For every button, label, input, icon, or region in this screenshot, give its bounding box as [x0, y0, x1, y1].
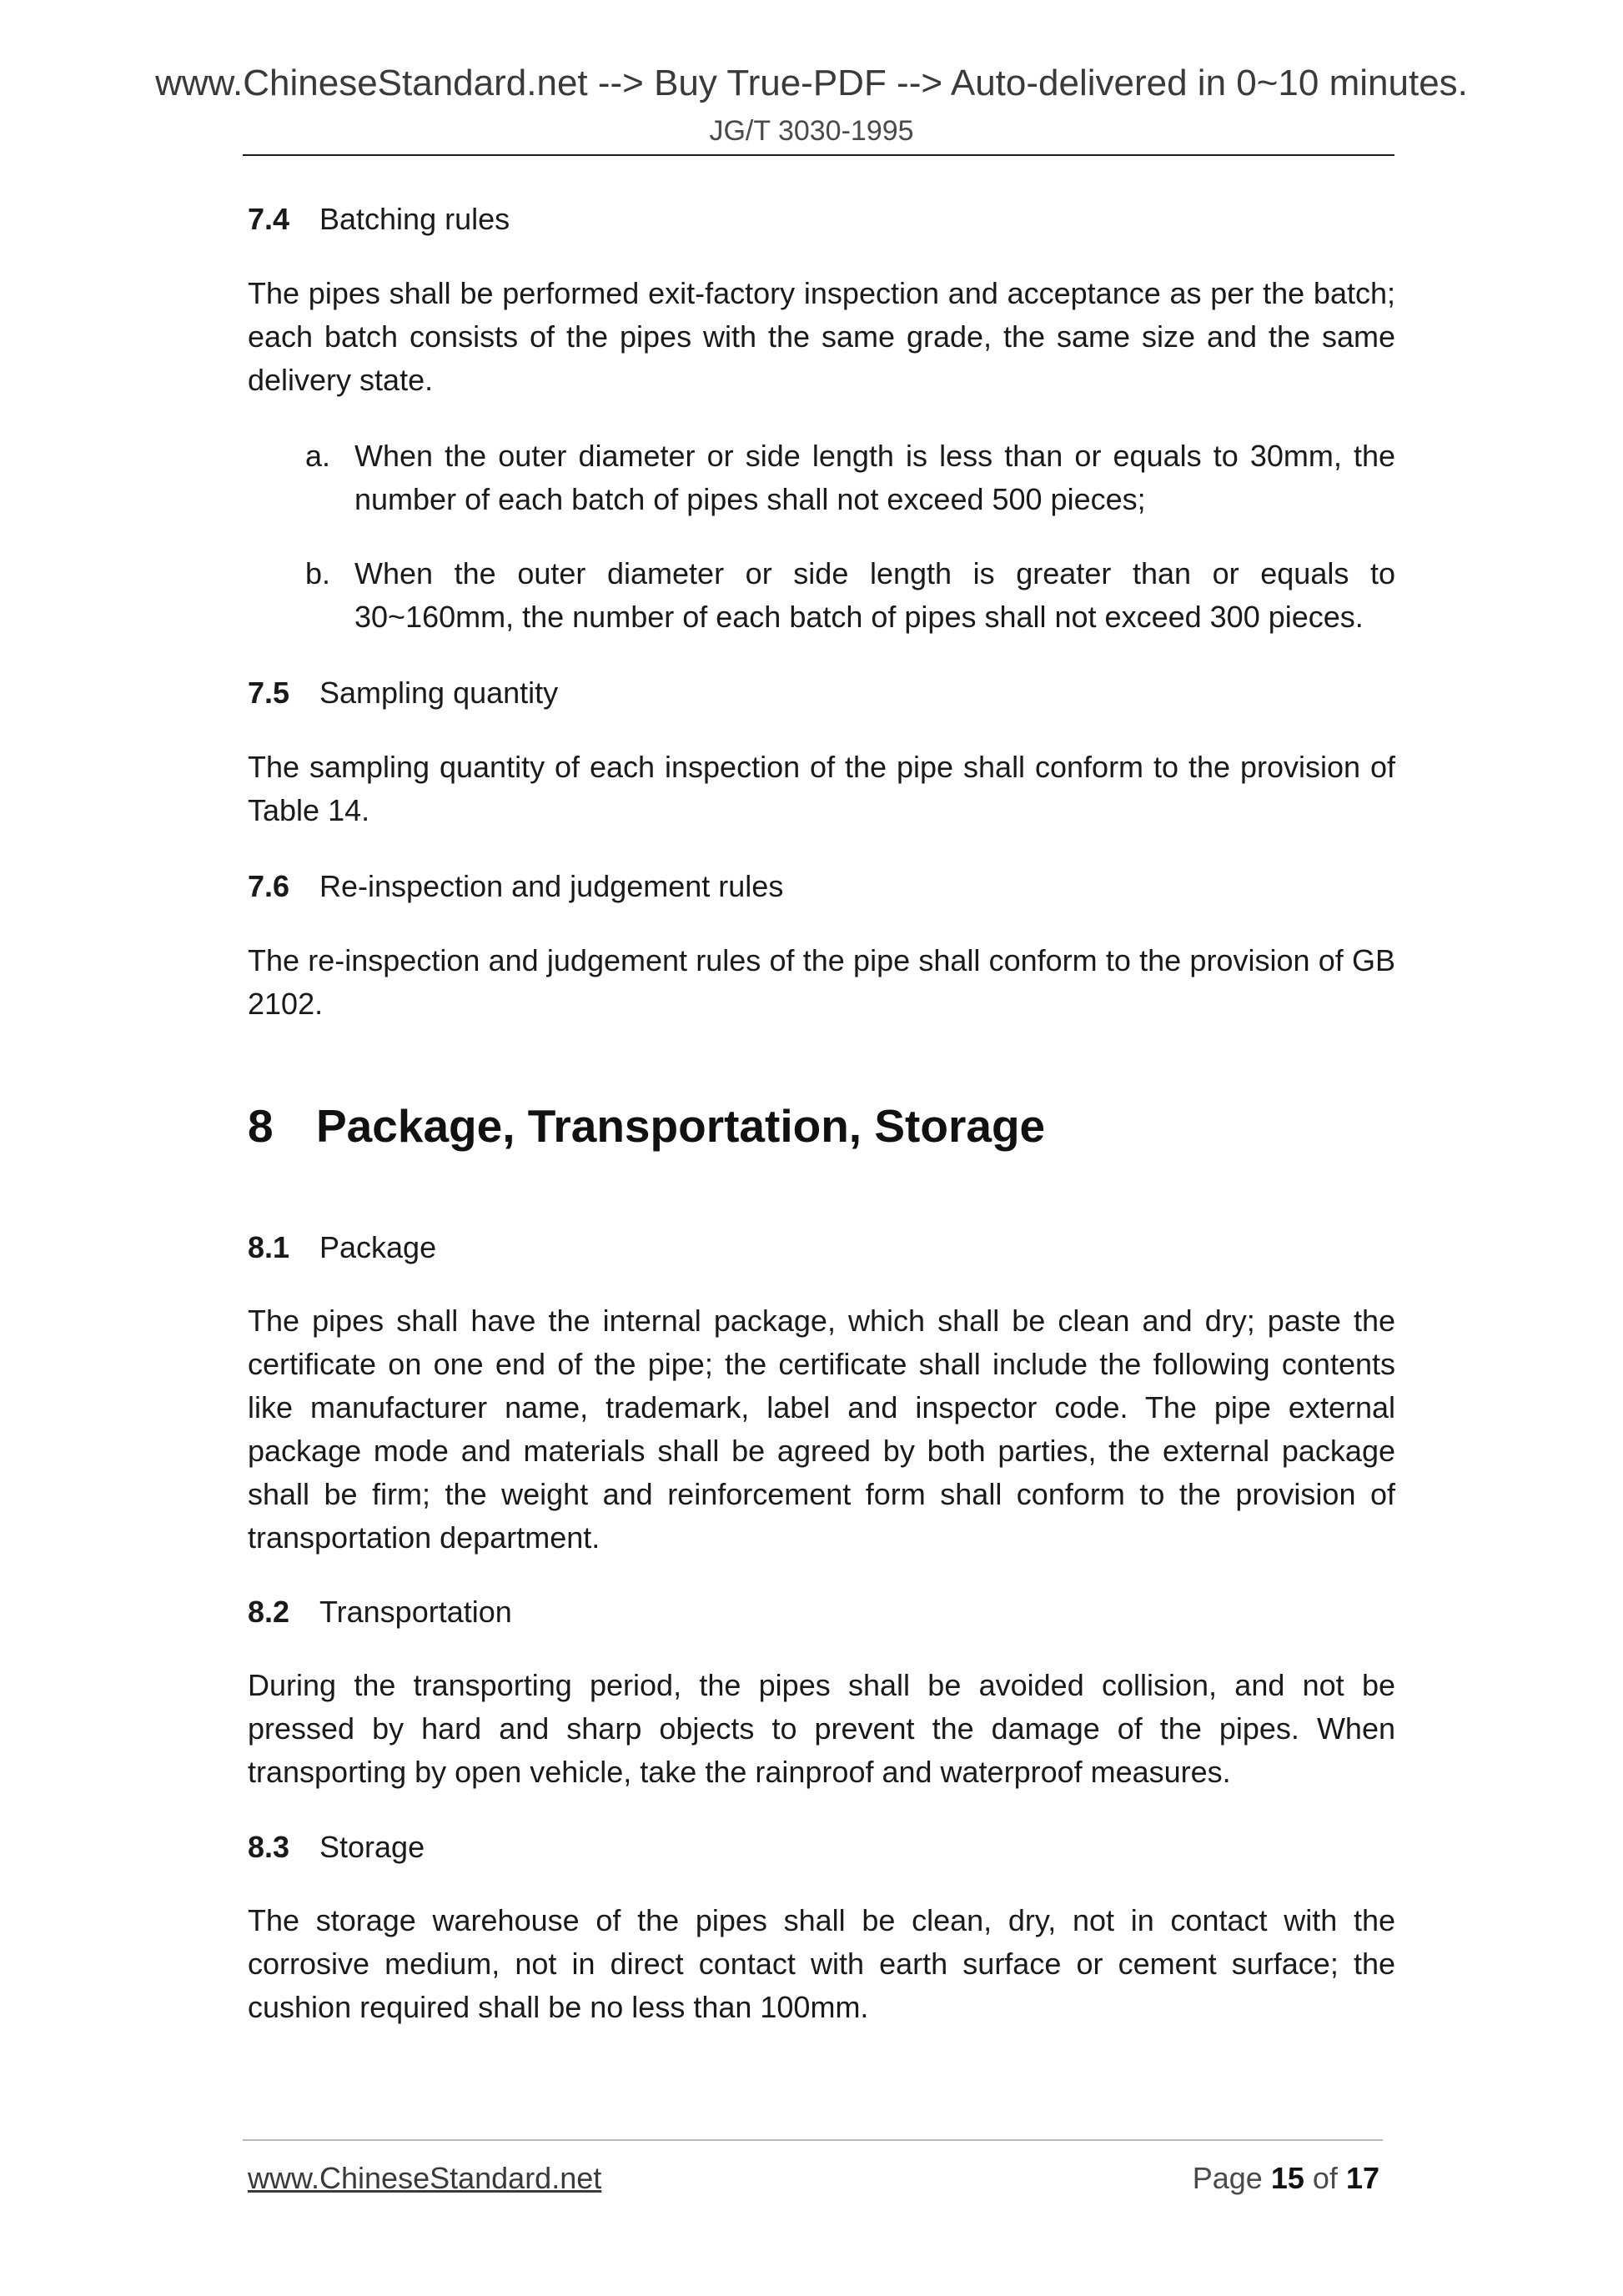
section-title: Sampling quantity: [319, 676, 559, 710]
section-heading-7-5: [248, 675, 558, 711]
section-number: 8.1: [248, 1230, 290, 1264]
list-item-label: a.: [305, 439, 331, 473]
chapter-number: 8: [248, 1100, 274, 1152]
section-heading-8-3: [248, 1829, 425, 1866]
list-item-text: When the outer diameter or side length is less than or equals to 30mm, the number of each batch of pipes shall not exceed 500 pieces;: [354, 439, 1395, 516]
paragraph-transportation: During the transporting period, the pipes shall be avoided collision, and not be pressed by hard and sharp objects to prevent the damage of the pipes. When transporting by open vehicle, take the rainproof and waterproof measures.: [248, 1668, 1395, 1789]
header-standard-code: JG/T 3030-1995: [709, 115, 914, 147]
section-number: 8.2: [248, 1595, 290, 1629]
page-of: of: [1312, 2161, 1338, 2195]
section-heading-8-1: [248, 1229, 436, 1266]
section-title: Package: [319, 1230, 437, 1264]
paragraph-batching-rules: The pipes shall be performed exit-factory inspection and acceptance as per the batch; each batch consists of the pipes with the same grade, the same size and the same delivery state.: [248, 276, 1395, 397]
paragraph-sampling-quantity: The sampling quantity of each inspection of the pipe shall conform to the provision of Table 14.: [248, 750, 1395, 827]
list-item-label: b.: [305, 556, 331, 590]
chapter-heading-8: [248, 1099, 1045, 1153]
section-number: 7.4: [248, 202, 290, 236]
section-title: Batching rules: [319, 202, 510, 236]
section-heading-7-4: [248, 201, 510, 238]
section-number: 7.6: [248, 869, 290, 903]
paragraph-reinspection-rules: The re-inspection and judgement rules of the pipe shall conform to the provision of GB 2102.: [248, 943, 1395, 1021]
list-item: [305, 435, 1395, 521]
page-indicator: [1193, 2160, 1379, 2197]
section-number: 8.3: [248, 1830, 290, 1864]
section-title: Storage: [319, 1830, 425, 1864]
paragraph-package: The pipes shall have the internal package, which shall be clean and dry; paste the certificate on one end of the pipe; the certificate shall include the following contents like manufacturer name, trademark, label and inspector code. The pipe external package mode and materials shall be agreed by both parties, the external package shall be firm; the weight and reinforcement form shall conform to the provision of transportation department.: [248, 1304, 1395, 1555]
header-banner[interactable]: www.ChineseStandard.net --> Buy True-PDF --> Auto-delivered in 0~10 minutes.: [155, 63, 1468, 103]
page-current: 15: [1270, 2161, 1304, 2195]
list-item-text: When the outer diameter or side length is greater than or equals to 30~160mm, the number of each batch of pipes shall not exceed 300 pieces.: [354, 556, 1395, 634]
footer-divider: [243, 2139, 1383, 2141]
paragraph-storage: The storage warehouse of the pipes shall be clean, dry, not in contact with the corrosive medium, not in direct contact with earth surface or cement surface; the cushion required shall be no less than 100mm.: [248, 1903, 1395, 2024]
chapter-title: Package, Transportation, Storage: [316, 1100, 1046, 1152]
header-divider: [243, 154, 1394, 156]
footer-website-link[interactable]: www.ChineseStandard.net: [248, 2161, 602, 2195]
page-prefix: Page: [1192, 2161, 1263, 2195]
page-total: 17: [1345, 2161, 1379, 2195]
section-number: 7.5: [248, 676, 290, 710]
list-item: [305, 552, 1395, 639]
section-heading-8-2: [248, 1594, 512, 1630]
section-heading-7-6: [248, 868, 783, 905]
section-title: Transportation: [319, 1595, 512, 1629]
section-title: Re-inspection and judgement rules: [319, 869, 784, 903]
